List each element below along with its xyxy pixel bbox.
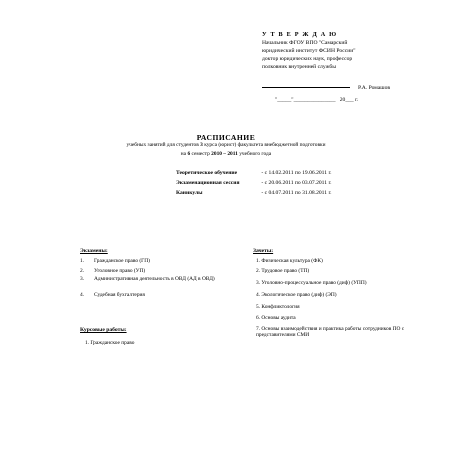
signature-row [262, 85, 390, 91]
credits-heading: Зачеты: [253, 248, 274, 254]
signature-blank [262, 87, 350, 88]
exams-heading: Экзамены: [80, 248, 108, 254]
credit-item: 1. Физическая культура (ФК) [256, 258, 323, 264]
signer-name: Р.А. Ромашов [358, 85, 391, 91]
period-theory [176, 170, 332, 176]
period-exams [176, 180, 332, 186]
exam-item: 2. Уголовное право (УП) [80, 268, 146, 274]
period-value: - с 20.06.2011 по 03.07.2011 г. [261, 180, 332, 186]
period-label: Теоретическое обучение [176, 170, 238, 176]
approval-line: доктор юридических наук, профессор [262, 56, 353, 62]
approval-line: юридический институт ФСИН России" [262, 48, 356, 54]
credit-item: 5. Конфликтология [256, 304, 300, 310]
approval-line: полковник внутренней службы [262, 64, 336, 70]
approval-title: У Т В Е Р Ж Д А Ю [262, 31, 338, 38]
exam-item: 1. Гражданское право (ГП) [80, 258, 150, 264]
subtitle-line-2: на 6 семестр 2010 – 2011 учебного года [180, 151, 272, 157]
date-year: 20___ г. [339, 97, 359, 103]
exam-item: 3. Административная деятельность в ОВД (АД в ОВД) [80, 276, 215, 282]
approval-line: Начальник ФГОУ ВПО "Самарский [262, 40, 348, 46]
date-month: _______________ [293, 97, 336, 103]
document-title: РАСПИСАНИЕ [196, 133, 256, 142]
date-day: "_____" [275, 97, 294, 103]
credit-item: 2. Трудовое право (ТП) [256, 268, 310, 274]
period-value: - с 14.02.2011 по 19.06.2011 г. [261, 170, 332, 176]
credit-item: 3. Уголовно-процессуальное право (диф) (УПП) [256, 280, 367, 286]
course-work-item: 1. Гражданское право [85, 340, 135, 346]
course-works-heading: Курсовые работы: [80, 327, 127, 333]
period-vacation [176, 190, 332, 196]
period-value: - с 04.07.2011 по 31.08.2011 г. [261, 190, 332, 196]
period-label: Экзаменационная сессия [176, 180, 240, 186]
exam-item: 4. Судебная бухгалтерия [80, 292, 145, 298]
credit-item: 4. Экологическое право (диф) (ЭП) [256, 292, 337, 298]
period-label: Каникулы [176, 190, 203, 196]
subtitle-line-1: учебных занятий для студентов 3 курса (юрист) факультета внебюджетной подготовки [126, 142, 326, 148]
credit-item: 6. Основы аудита [256, 315, 296, 321]
credit-item: 7. Основы взаимодействия и практика работы сотрудников ПО с представителями СМИ [256, 326, 405, 339]
approval-date [275, 97, 358, 103]
